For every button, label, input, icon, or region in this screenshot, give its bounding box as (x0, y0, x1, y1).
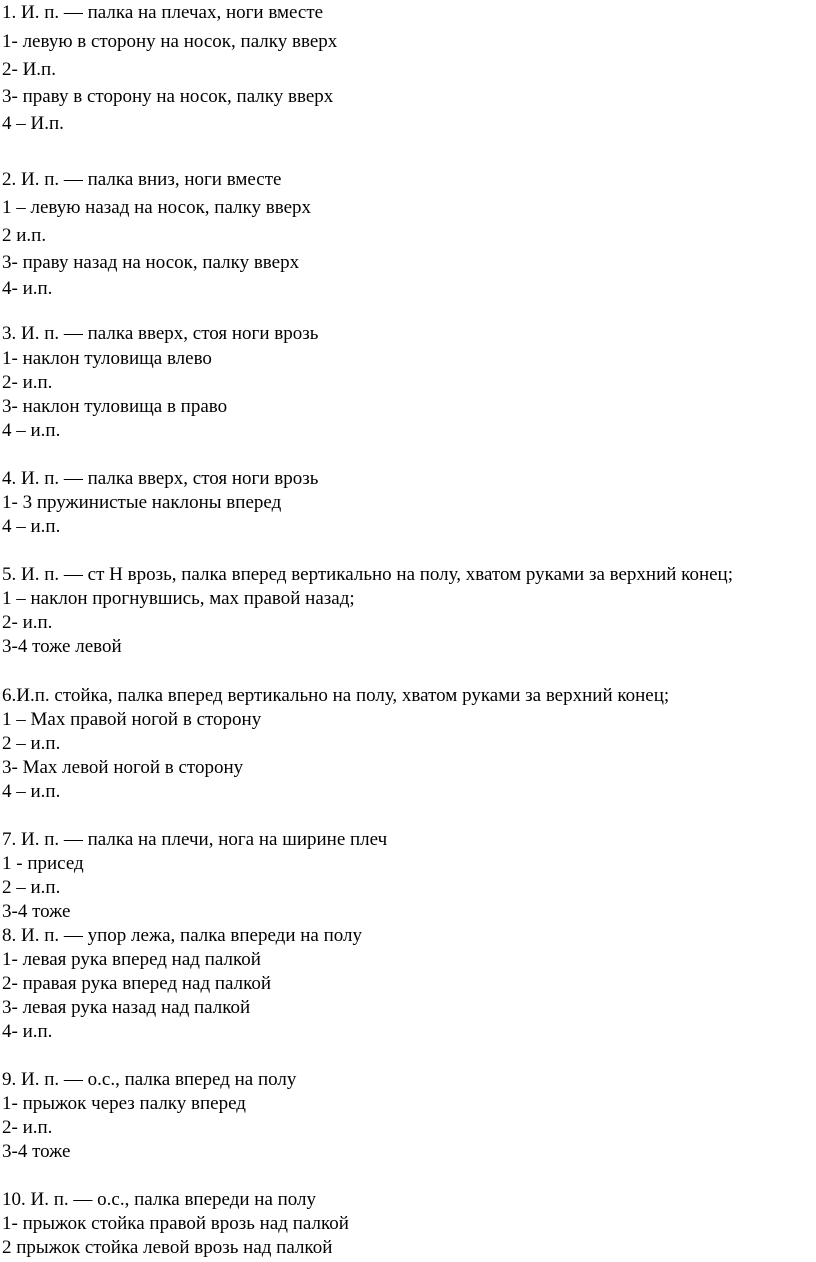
text-line: 3- праву назад на носок, палку вверх (2, 252, 300, 273)
text-line: 8. И. п. — упор лежа, палка впереди на полу (2, 925, 362, 946)
text-line: 3. И. п. — палка вверх, стоя ноги врозь (2, 323, 319, 344)
text-line: 1 – наклон прогнувшись, мах правой назад; (2, 588, 355, 609)
text-line: 4 – и.п. (2, 516, 61, 537)
text-line: 3- Мах левой ногой в сторону (2, 757, 244, 778)
text-line: 1 – Мах правой ногой в сторону (2, 709, 262, 730)
text-line: 2- и.п. (2, 372, 53, 393)
text-line: 1- прыжок стойка правой врозь над палкой (2, 1213, 349, 1234)
text-line: 1. И. п. — палка на плечах, ноги вместе (2, 2, 324, 23)
text-line: 4- и.п. (2, 278, 53, 299)
text-line: 2- И.п. (2, 59, 56, 80)
text-line: 3-4 тоже левой (2, 636, 122, 657)
text-line: 2- и.п. (2, 612, 53, 633)
text-line: 1- прыжок через палку вперед (2, 1093, 246, 1114)
text-line: 3- праву в сторону на носок, палку вверх (2, 86, 334, 107)
text-line: 1- 3 пружинистые наклоны вперед (2, 492, 282, 513)
text-line: 5. И. п. — ст Н врозь, палка вперед вертикально на полу, хватом руками за верхний конец; (2, 564, 733, 585)
text-line: 6.И.п. стойка, палка вперед вертикально на полу, хватом руками за верхний конец; (2, 685, 670, 706)
text-line: 9. И. п. — о.с., палка вперед на полу (2, 1069, 297, 1090)
text-line: 3-4 тоже (2, 901, 71, 922)
text-line: 4. И. п. — палка вверх, стоя ноги врозь (2, 468, 319, 489)
text-line: 2- правая рука вперед над палкой (2, 973, 272, 994)
text-line: 2 прыжок стойка левой врозь над палкой (2, 1237, 333, 1258)
text-line: 4 – и.п. (2, 420, 61, 441)
text-line: 1- наклон туловища влево (2, 348, 212, 369)
text-line: 4 – И.п. (2, 113, 64, 134)
text-line: 1 - присед (2, 853, 84, 874)
text-line: 2- и.п. (2, 1117, 53, 1138)
text-line: 3-4 тоже (2, 1141, 71, 1162)
text-line: 1- левую в сторону на носок, палку вверх (2, 31, 338, 52)
text-line: 4 – и.п. (2, 781, 61, 802)
text-line: 3- наклон туловища в право (2, 396, 228, 417)
text-line: 10. И. п. — о.с., палка впереди на полу (2, 1189, 317, 1210)
text-line: 7. И. п. — палка на плечи, нога на ширине плеч (2, 829, 388, 850)
text-line: 4- и.п. (2, 1021, 53, 1042)
text-line: 3- левая рука назад над палкой (2, 997, 251, 1018)
text-line: 2 – и.п. (2, 733, 61, 754)
text-line: 2. И. п. — палка вниз, ноги вместе (2, 169, 282, 190)
text-line: 2 – и.п. (2, 877, 61, 898)
text-line: 1 – левую назад на носок, палку вверх (2, 197, 312, 218)
text-line: 1- левая рука вперед над палкой (2, 949, 261, 970)
text-line: 2 и.п. (2, 225, 47, 246)
